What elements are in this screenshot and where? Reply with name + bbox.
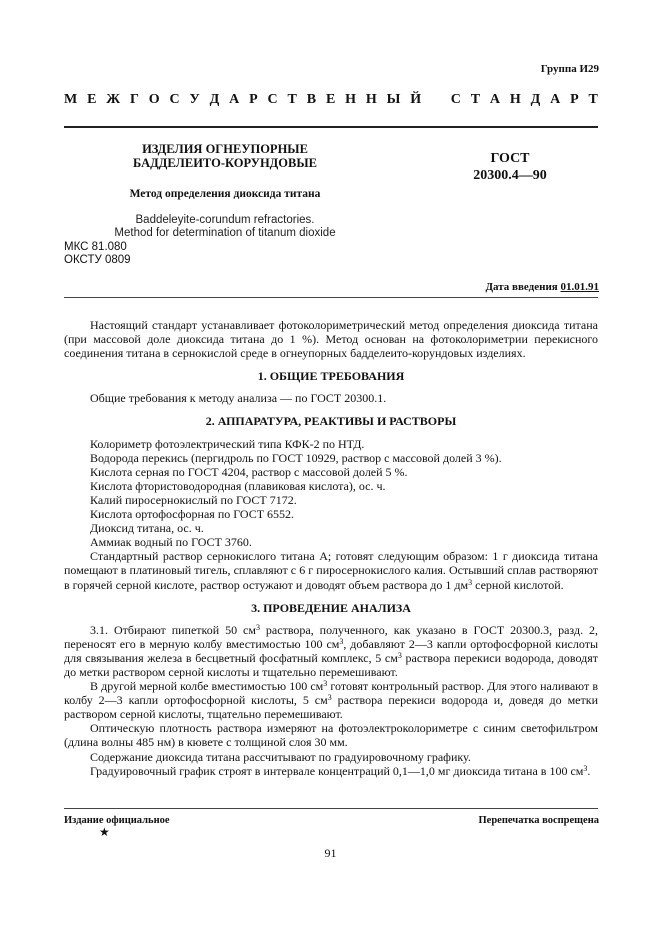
title-letter: Р xyxy=(249,92,258,107)
list-item: Водорода перекись (пергидроль по ГОСТ 10929, раствор с массовой долей 3 %). xyxy=(90,450,502,465)
section-3-paragraph-2: В другой мерной колбе вместимостью 100 $см^3$ готовят контрольный раствор. Для этого наливают в колбу 2—3 капли ортофосфорной кислоты, 5 $см^3$ раствора перекиси водорода и, доведя до метки раствором серной кислоты, тщательно перемешивают. xyxy=(64,679,599,722)
method-title: Метод определения диоксида титана xyxy=(129,188,321,200)
star-icon: ★ xyxy=(99,825,110,839)
title-letter: В xyxy=(306,92,317,107)
title-letter: Е xyxy=(87,92,97,107)
date-divider xyxy=(64,297,598,298)
product-name-line2: БАДДЕЛЕИТО-КОРУНДОВЫЕ xyxy=(133,156,317,170)
introduction-date xyxy=(485,281,599,293)
section-1-title: 1. ОБЩИЕ ТРЕБОВАНИЯ xyxy=(257,369,405,384)
section-2-title: 2. АППАРАТУРА, РЕАКТИВЫ И РАСТВОРЫ xyxy=(205,414,457,429)
title-letter: О xyxy=(148,92,160,107)
title-letter: С xyxy=(450,92,461,107)
group-code: Группа И29 xyxy=(540,63,599,75)
title-letter: Р xyxy=(570,92,579,107)
header-divider xyxy=(64,126,598,128)
section-3-paragraph-5: Градуировочный график строят в интервале концентраций 0,1—1,0 мг диоксида титана в 100 $см^3$. xyxy=(90,763,591,778)
list-item: Кислота фтористоводородная (плавиковая кислота), ос. ч. xyxy=(90,478,386,493)
title-letter: Н xyxy=(345,92,357,107)
section-3-paragraph-1: 3.1. Отбирают пипеткой 50 $см^3$ раствора, полученного, как указано в ГОСТ 20300.3, разд. 2, переносят его в мерную колбу вместимостью 100 $см^3$, добавляют 2—3 капли ортофосфорной кислоты для связывания железа в бесцветный фосфатный комплекс, 5 $см^3$ раствора перекиси водорода, доводят до метки раствором серной кислоты и тщательно перемешивают. xyxy=(64,622,599,679)
classification-codes xyxy=(64,241,131,267)
title-letter: А xyxy=(489,92,501,107)
title-letter: А xyxy=(229,92,240,107)
mks-code: МКС 81.080 xyxy=(64,241,127,253)
title-letter: Д xyxy=(530,92,541,107)
title-letter: М xyxy=(64,92,78,107)
gost-number xyxy=(450,150,570,184)
list-item: Колориметр фотоэлектрический типа КФК-2 по НТД. xyxy=(90,436,365,451)
title-letter: С xyxy=(267,92,278,107)
list-item: Кислота ортофосфорная по ГОСТ 6552. xyxy=(90,507,295,522)
product-heading xyxy=(100,142,350,240)
title-letter: Н xyxy=(365,92,377,107)
official-edition: Издание официальное xyxy=(64,815,170,826)
title-letter: Ж xyxy=(106,92,121,107)
section-3-paragraph-4: Содержание диоксида титана рассчитывают по градуировочному графику. xyxy=(90,749,471,764)
list-item: Аммиак водный по ГОСТ 3760. xyxy=(90,535,252,550)
standard-solution-paragraph: Стандартный раствор сернокислого титана А; готовят следующим образом: 1 г диоксида титана помещают в платиновый тигель, сплавляют с 6 г пиросернокислого калия. Остывший сплав растворяют в горячей серной кислоте, раствор остужают и доводят объем раствора до 1 $дм^3$ серной кислотой. xyxy=(64,549,598,592)
title-letter: Ы xyxy=(386,92,401,107)
list-item: Кислота серная по ГОСТ 4204, раствор с массовой долей 5 %. xyxy=(90,464,408,479)
page-number: 91 xyxy=(324,846,337,860)
title-letter: Д xyxy=(209,92,220,107)
intro-date-value: 01.01.91 xyxy=(560,281,599,293)
reagents-list xyxy=(64,437,598,550)
title-letter: Г xyxy=(129,92,139,107)
footer-divider xyxy=(64,808,598,809)
title-letter: У xyxy=(189,92,200,107)
english-title xyxy=(100,214,350,240)
title-letter: Е xyxy=(325,92,336,107)
document-body xyxy=(64,318,598,778)
section-3-title: 3. ПРОВЕДЕНИЕ АНАЛИЗА xyxy=(251,600,411,615)
title-letter: Т xyxy=(588,92,598,107)
list-item: Диоксид титана, ос. ч. xyxy=(90,521,204,536)
gost-label: ГОСТ xyxy=(490,151,530,166)
intro-date-label: Дата введения xyxy=(485,281,561,293)
standard-title xyxy=(64,92,598,108)
title-letter: С xyxy=(169,92,180,107)
title-letter: Т xyxy=(470,92,481,107)
title-letter: А xyxy=(550,92,561,107)
title-letter: Т xyxy=(287,92,297,107)
title-letter: Й xyxy=(410,92,422,107)
english-title-line1: Baddeleyite-corundum refractories. xyxy=(135,214,315,226)
title-letter: Н xyxy=(509,92,521,107)
intro-paragraph: Настоящий стандарт устанавливает фотоколориметрический метод определения диоксида титана (при массовой доле диоксида титана до 1 %). Метод основан на фотоколориметрии перекисного соединения титана в сернокислой среде в огнеупорных бадделеито-корундовых изделиях. xyxy=(64,318,598,361)
gost-code: 20300.4—90 xyxy=(473,168,547,183)
reprint-prohibited: Перепечатка воспрещена xyxy=(478,815,599,826)
list-item: Калий пиросернокислый по ГОСТ 7172. xyxy=(90,492,297,507)
okstu-code: ОКСТУ 0809 xyxy=(64,254,131,266)
product-name-line1: ИЗДЕЛИЯ ОГНЕУПОРНЫЕ xyxy=(142,142,308,156)
section-3-paragraph-3: Оптическую плотность раствора измеряют на фотоэлектроколориметре с синим светофильтром (длина волны 485 нм) в кювете с толщиной слоя 30 мм. xyxy=(64,721,598,750)
section-1-text: Общие требования к методу анализа — по ГОСТ 20300.1. xyxy=(90,391,387,406)
english-title-line2: Method for determination of titanum dioxide xyxy=(114,227,336,239)
